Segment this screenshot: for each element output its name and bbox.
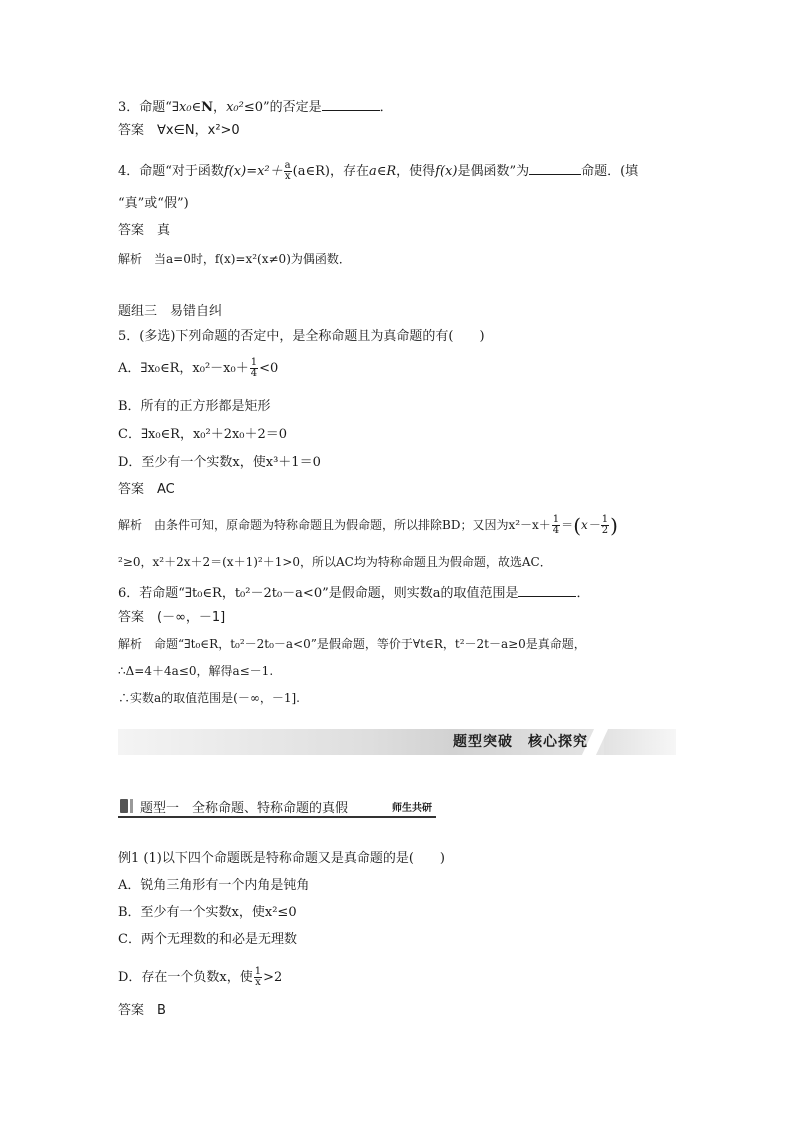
fraction-one-over-four: $\frac{1}{4}$ bbox=[552, 514, 560, 536]
q4-answer: 答案 真 bbox=[118, 223, 171, 238]
q6-analysis-line1: 解析 命题“∃t₀∈R，t₀²－2t₀－a<0”是假命题，等价于∀t∈R，t²－2t－a≥0是真命题， bbox=[118, 637, 586, 651]
example1-option-d: D．存在一个负数x，使 $\frac{1}{x}$ >2 bbox=[118, 966, 283, 988]
answer-blank[interactable] bbox=[529, 160, 581, 175]
fraction-a-over-x: $\frac{a}{x}$ bbox=[284, 160, 291, 182]
q5-option-c: C．∃x₀∈R，x₀²＋2x₀＋2＝0 bbox=[118, 427, 288, 442]
topic-heading bbox=[118, 796, 436, 818]
fraction-one-over-x: $\frac{1}{x}$ bbox=[254, 966, 262, 988]
q5-analysis-line2: ²≥0，x²＋2x＋2＝(x＋1)²＋1>0，所以AC均为特称命题且为假命题，故选AC． bbox=[118, 555, 552, 569]
q5-option-b: B．所有的正方形都是矩形 bbox=[118, 399, 271, 414]
fraction-one-over-two: $\frac{1}{2}$ bbox=[601, 514, 609, 536]
q5-option-d: D．至少有一个实数x，使x³＋1＝0 bbox=[118, 455, 321, 470]
q4-question-line2: “真”或“假”) bbox=[118, 196, 189, 211]
q6-answer: 答案 (－∞，－1] bbox=[118, 610, 226, 625]
q5-option-a: A．∃x₀∈R，x₀²－x₀＋ $\frac{1}{4}$ <0 bbox=[118, 357, 279, 379]
bookmark-icon bbox=[120, 799, 128, 813]
fraction-one-over-four: $\frac{1}{4}$ bbox=[250, 357, 258, 379]
q6-analysis-line2: ∴Δ=4＋4a≤0，解得a≤－1. bbox=[118, 664, 274, 678]
q4-question-line1: 4．命题“对于函数f(x)=x²＋ $\frac{a}{x}$ (a∈R)，存在a∈R，使得f(x)是偶函数”为 命题．(填 bbox=[118, 160, 639, 182]
q4-analysis: 解析 当a=0时，f(x)=x²(x≠0)为偶函数． bbox=[118, 252, 351, 266]
example1-option-b: B．至少有一个实数x，使x²≤0 bbox=[118, 905, 297, 920]
answer-blank[interactable] bbox=[322, 96, 380, 111]
q5-answer: 答案 AC bbox=[118, 482, 175, 497]
q3-answer: 答案 ∀x∈N，x²>0 bbox=[118, 123, 240, 138]
section-title: 题组三 易错自纠 bbox=[118, 304, 223, 319]
example1-answer: 答案 B bbox=[118, 1003, 166, 1018]
example1-option-c: C．两个无理数的和必是无理数 bbox=[118, 932, 297, 947]
example1-option-a: A．锐角三角形有一个内角是钝角 bbox=[118, 878, 310, 893]
q5-question: 5．(多选)下列命题的否定中，是全称命题且为真命题的有( ) bbox=[118, 329, 485, 344]
example1-question: 例1 (1)以下四个命题既是特称命题又是真命题的是( ) bbox=[118, 851, 445, 866]
topic-title: 题型一 全称命题、特称命题的真假 bbox=[140, 801, 349, 816]
answer-blank[interactable] bbox=[518, 582, 576, 597]
q5-analysis-line1: 解析 由条件可知，原命题为特称命题且为假命题，所以排除BD；又因为x²－x＋ $\frac{1}{4}$ ＝(x－ $\frac{1}{2}$ ) bbox=[118, 513, 618, 538]
banner-title: 题型突破 核心探究 bbox=[453, 734, 588, 750]
left-paren: ( bbox=[573, 513, 581, 538]
q6-analysis-line3: ∴实数a的取值范围是(－∞，－1]. bbox=[118, 691, 300, 705]
q6-question: 6．若命题“∃t₀∈R，t₀²－2t₀－a<0”是假命题，则实数a的取值范围是 ． bbox=[118, 582, 590, 603]
topic-tag: 师生共研 bbox=[392, 803, 432, 814]
right-paren: ) bbox=[610, 513, 618, 538]
q3-question: 3．命题“∃x₀∈N，x₀²≤0”的否定是 ． bbox=[118, 96, 393, 117]
section-banner bbox=[118, 729, 676, 755]
